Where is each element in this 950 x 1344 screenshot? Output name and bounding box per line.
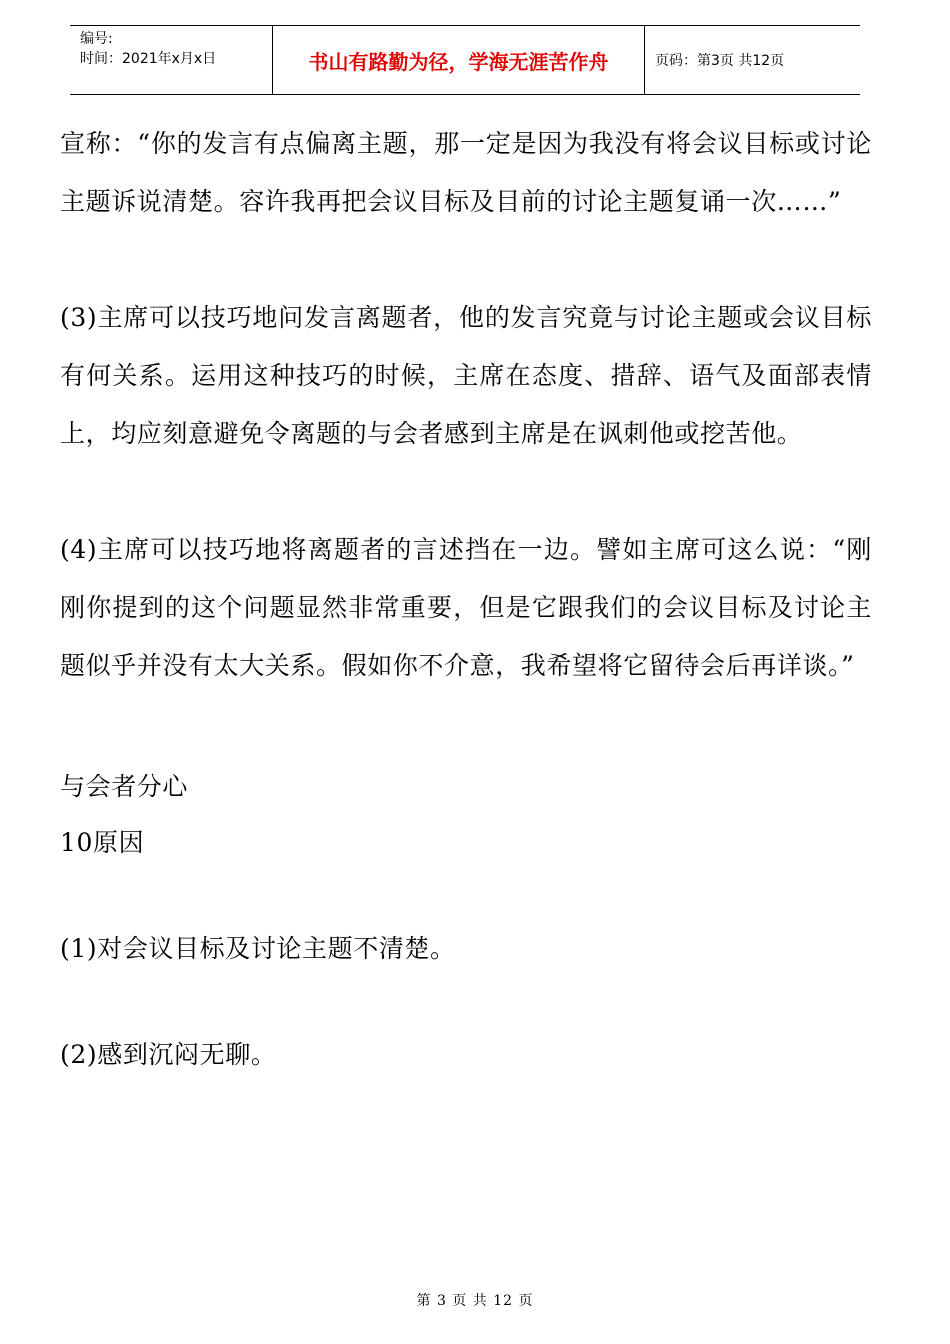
paragraph-intro: 宣称：“你的发言有点偏离主题，那一定是因为我没有将会议目标或讨论主题诉说清楚。容许我再把会议目标及目前的讨论主题复诵一次……” <box>60 129 872 216</box>
date-label: 时间：2021年x月x日 <box>80 51 217 67</box>
paragraph-point-3: (3)主席可以技巧地问发言离题者，他的发言究竟与讨论主题或会议目标有何关系。运用这种技巧的时候，主席在态度、措辞、语气及面部表情上，均应刻意避免令离题的与会者感到主席是在讽刺他或挖苦他。 <box>60 303 872 448</box>
header-page-info: 页码：第3页 共12页 <box>655 53 785 69</box>
document-body <box>60 115 872 1083</box>
serial-number-label: 编号: <box>80 31 113 47</box>
list-item-2: (2)感到沉闷无聊。 <box>60 1040 277 1069</box>
section-subheading: 10原因 <box>60 828 145 857</box>
page-header <box>70 25 860 95</box>
list-item-1: (1)对会议目标及讨论主题不清楚。 <box>60 934 456 963</box>
header-motto: 书山有路勤为径，学海无涯苦作舟 <box>272 26 645 94</box>
header-meta <box>70 26 272 94</box>
section-heading: 与会者分心 <box>60 772 189 801</box>
page-footer: 第 3 页 共 12 页 <box>416 1293 534 1309</box>
paragraph-point-4: (4)主席可以技巧地将离题者的言述挡在一边。譬如主席可这么说：“刚刚你提到的这个问题显然非常重要，但是它跟我们的会议目标及讨论主题似乎并没有太大关系。假如你不介意，我希望将它留待会后再详谈。” <box>60 535 872 680</box>
